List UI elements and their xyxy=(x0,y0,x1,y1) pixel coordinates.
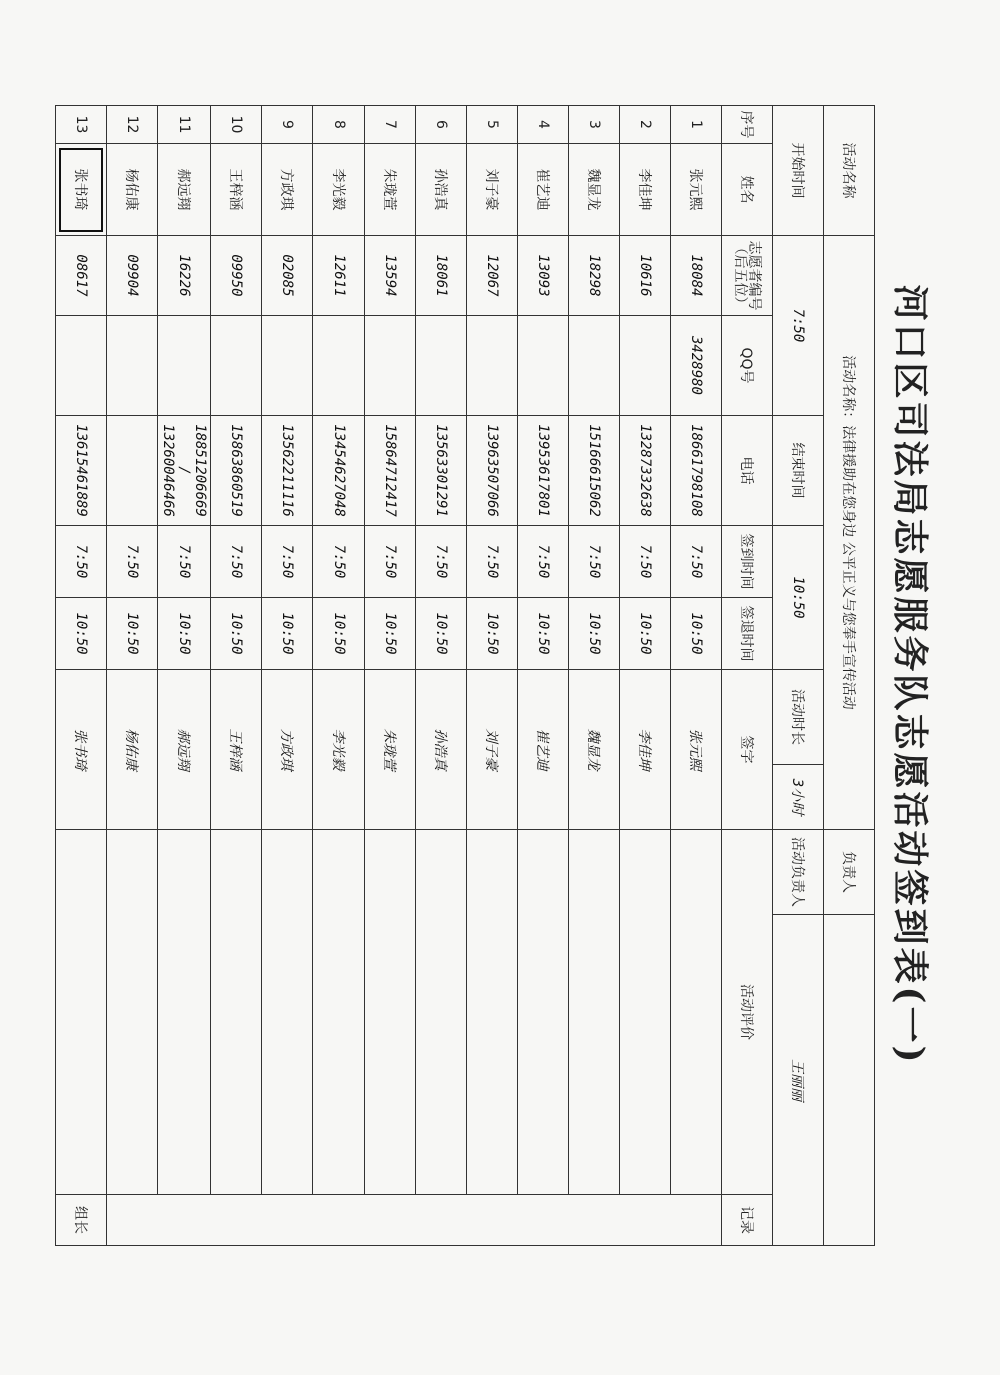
duration-value: 3小时 xyxy=(772,765,823,830)
row-phone xyxy=(107,416,158,526)
row-index: 2 xyxy=(619,106,670,144)
row-evaluation xyxy=(466,830,517,1195)
row-name: 杨佑康 xyxy=(107,144,158,236)
row-signature: 杨佑康 xyxy=(107,670,158,830)
row-signature: 张书琦 xyxy=(56,670,107,830)
row-index: 5 xyxy=(466,106,517,144)
row-index: 7 xyxy=(364,106,415,144)
row-phone: 13953617801 xyxy=(517,416,568,526)
row-checkout: 10:50 xyxy=(313,598,364,670)
row-checkin: 7:50 xyxy=(466,526,517,598)
row-qq xyxy=(415,316,466,416)
row-evaluation xyxy=(415,830,466,1195)
col-signature: 签字 xyxy=(721,670,772,830)
time-row xyxy=(772,106,823,1246)
row-qq xyxy=(466,316,517,416)
column-header-row xyxy=(721,106,772,1246)
row-evaluation xyxy=(107,830,158,1195)
row-phone: 18851206669 / 13260046466 xyxy=(158,416,211,526)
row-phone: 15166615062 xyxy=(568,416,619,526)
row-evaluation xyxy=(56,830,107,1195)
row-signature: 王梓涵 xyxy=(211,670,262,830)
row-checkin: 7:50 xyxy=(313,526,364,598)
row-volunteer-no: 13093 xyxy=(517,236,568,316)
row-checkout: 10:50 xyxy=(211,598,262,670)
row-checkin: 7:50 xyxy=(364,526,415,598)
row-volunteer-no: 02085 xyxy=(262,236,313,316)
table-row xyxy=(56,106,107,1246)
activity-name-value: 活动名称：法律援助在您身边 公平正义与您奉手宣传活动 xyxy=(823,236,874,830)
row-name: 刘子豪 xyxy=(466,144,517,236)
row-signature: 朱珑萱 xyxy=(364,670,415,830)
row-checkout: 10:50 xyxy=(56,598,107,670)
row-checkin: 7:50 xyxy=(211,526,262,598)
row-checkout: 10:50 xyxy=(415,598,466,670)
row-name: 郝远翔 xyxy=(158,144,211,236)
table-row xyxy=(466,106,517,1246)
col-qq: QQ号 xyxy=(721,316,772,416)
row-volunteer-no: 12611 xyxy=(313,236,364,316)
row-checkin: 7:50 xyxy=(517,526,568,598)
row-evaluation xyxy=(211,830,262,1195)
row-signature: 崔艺迪 xyxy=(517,670,568,830)
row-phone: 13454627048 xyxy=(313,416,364,526)
col-checkout: 签退时间 xyxy=(721,598,772,670)
row-volunteer-no: 09950 xyxy=(211,236,262,316)
row-volunteer-no: 18061 xyxy=(415,236,466,316)
row-phone: 13563301291 xyxy=(415,416,466,526)
row-evaluation xyxy=(517,830,568,1195)
row-volunteer-no: 18084 xyxy=(670,236,721,316)
table-row xyxy=(364,106,415,1246)
row-phone: 15863860519 xyxy=(211,416,262,526)
table-row xyxy=(107,106,158,1246)
col-index: 序号 xyxy=(721,106,772,144)
row-index: 12 xyxy=(107,106,158,144)
duration-label: 活动时长 xyxy=(772,670,823,765)
row-index: 11 xyxy=(158,106,211,144)
row-evaluation xyxy=(158,830,211,1195)
row-index: 1 xyxy=(670,106,721,144)
row-phone: 13615461889 xyxy=(56,416,107,526)
row-volunteer-no: 08617 xyxy=(56,236,107,316)
row-phone: 18661798108 xyxy=(670,416,721,526)
row-volunteer-no: 10616 xyxy=(619,236,670,316)
activity-name-row xyxy=(823,106,874,1246)
end-time-label: 结束时间 xyxy=(772,416,823,526)
row-checkout: 10:50 xyxy=(517,598,568,670)
row-checkin: 7:50 xyxy=(568,526,619,598)
row-qq xyxy=(313,316,364,416)
leader-label: 负责人 xyxy=(823,830,874,915)
row-signature: 李佳坤 xyxy=(619,670,670,830)
row-name: 李佳坤 xyxy=(619,144,670,236)
row-evaluation xyxy=(568,830,619,1195)
leader-blank xyxy=(823,915,874,1246)
col-checkin: 签到时间 xyxy=(721,526,772,598)
row-qq xyxy=(262,316,313,416)
row-volunteer-no: 12067 xyxy=(466,236,517,316)
col-evaluation: 活动评价 xyxy=(721,830,772,1195)
activity-name-label: 活动名称 xyxy=(823,106,874,236)
row-qq xyxy=(364,316,415,416)
row-index: 3 xyxy=(568,106,619,144)
row-name: 朱珑萱 xyxy=(364,144,415,236)
row-evaluation xyxy=(619,830,670,1195)
row-checkin: 7:50 xyxy=(670,526,721,598)
col-record: 记录 xyxy=(721,1195,772,1246)
row-signature: 魏显龙 xyxy=(568,670,619,830)
start-time-label: 开始时间 xyxy=(772,106,823,236)
sign-in-table xyxy=(55,105,875,1246)
row-phone: 15864712417 xyxy=(364,416,415,526)
rotated-form xyxy=(45,105,945,1245)
table-row xyxy=(158,106,211,1246)
table-row xyxy=(415,106,466,1246)
table-row xyxy=(619,106,670,1246)
row-index: 4 xyxy=(517,106,568,144)
row-name: 孙浩真 xyxy=(415,144,466,236)
row-index: 9 xyxy=(262,106,313,144)
row-checkout: 10:50 xyxy=(568,598,619,670)
table-row xyxy=(568,106,619,1246)
table-row xyxy=(211,106,262,1246)
row-checkin: 7:50 xyxy=(56,526,107,598)
row-signature: 李光毅 xyxy=(313,670,364,830)
row-signature: 郝远翔 xyxy=(158,670,211,830)
start-time-value: 7:50 xyxy=(772,236,823,416)
row-qq xyxy=(107,316,158,416)
row-name: 王梓涵 xyxy=(211,144,262,236)
row-evaluation xyxy=(262,830,313,1195)
row-checkout: 10:50 xyxy=(466,598,517,670)
col-volunteer-no: 志愿者编号（后五位） xyxy=(721,236,772,316)
row-qq xyxy=(619,316,670,416)
row-phone: 13963507066 xyxy=(466,416,517,526)
row-checkout: 10:50 xyxy=(262,598,313,670)
leader-signature: 王丽丽 xyxy=(772,915,823,1246)
row-qq xyxy=(568,316,619,416)
col-name: 姓名 xyxy=(721,144,772,236)
row-signature: 孙浩真 xyxy=(415,670,466,830)
row-checkout: 10:50 xyxy=(158,598,211,670)
row-name: 崔艺迪 xyxy=(517,144,568,236)
row-index: 8 xyxy=(313,106,364,144)
row-checkout: 10:50 xyxy=(670,598,721,670)
row-evaluation xyxy=(313,830,364,1195)
row-index: 6 xyxy=(415,106,466,144)
record-cell xyxy=(107,1195,722,1246)
row-qq xyxy=(517,316,568,416)
row-checkout: 10:50 xyxy=(364,598,415,670)
row-phone: 13562211116 xyxy=(262,416,313,526)
row-name: 魏显龙 xyxy=(568,144,619,236)
row-qq xyxy=(211,316,262,416)
row-phone: 13287332638 xyxy=(619,416,670,526)
row-index: 13 xyxy=(56,106,107,144)
row-checkin: 7:50 xyxy=(107,526,158,598)
row-checkout: 10:50 xyxy=(107,598,158,670)
row-name: 张元熙 xyxy=(670,144,721,236)
table-row xyxy=(670,106,721,1246)
row-signature: 张元熙 xyxy=(670,670,721,830)
row-signature: 刘子豪 xyxy=(466,670,517,830)
row-qq: 3428980 xyxy=(670,316,721,416)
row-qq xyxy=(56,316,107,416)
row-evaluation xyxy=(364,830,415,1195)
row-volunteer-no: 18298 xyxy=(568,236,619,316)
row-volunteer-no: 13594 xyxy=(364,236,415,316)
row-evaluation xyxy=(670,830,721,1195)
row-checkin: 7:50 xyxy=(415,526,466,598)
row-checkin: 7:50 xyxy=(262,526,313,598)
row-volunteer-no: 09904 xyxy=(107,236,158,316)
group-leader-label: 组长 xyxy=(56,1195,107,1246)
row-signature: 方政琪 xyxy=(262,670,313,830)
row-checkin: 7:50 xyxy=(158,526,211,598)
row-name: 方政琪 xyxy=(262,144,313,236)
row-name: 张书琦 xyxy=(56,144,107,236)
end-time-value: 10:50 xyxy=(772,526,823,670)
row-checkin: 7:50 xyxy=(619,526,670,598)
row-volunteer-no: 16226 xyxy=(158,236,211,316)
activity-leader-label: 活动负责人 xyxy=(772,830,823,915)
table-row xyxy=(313,106,364,1246)
col-phone: 电话 xyxy=(721,416,772,526)
row-checkout: 10:50 xyxy=(619,598,670,670)
table-row xyxy=(262,106,313,1246)
row-name: 李光毅 xyxy=(313,144,364,236)
row-index: 10 xyxy=(211,106,262,144)
table-row xyxy=(517,106,568,1246)
row-qq xyxy=(158,316,211,416)
sheet-title: 河口区司法局志愿服务队志愿活动签到表(一) xyxy=(889,284,931,1066)
